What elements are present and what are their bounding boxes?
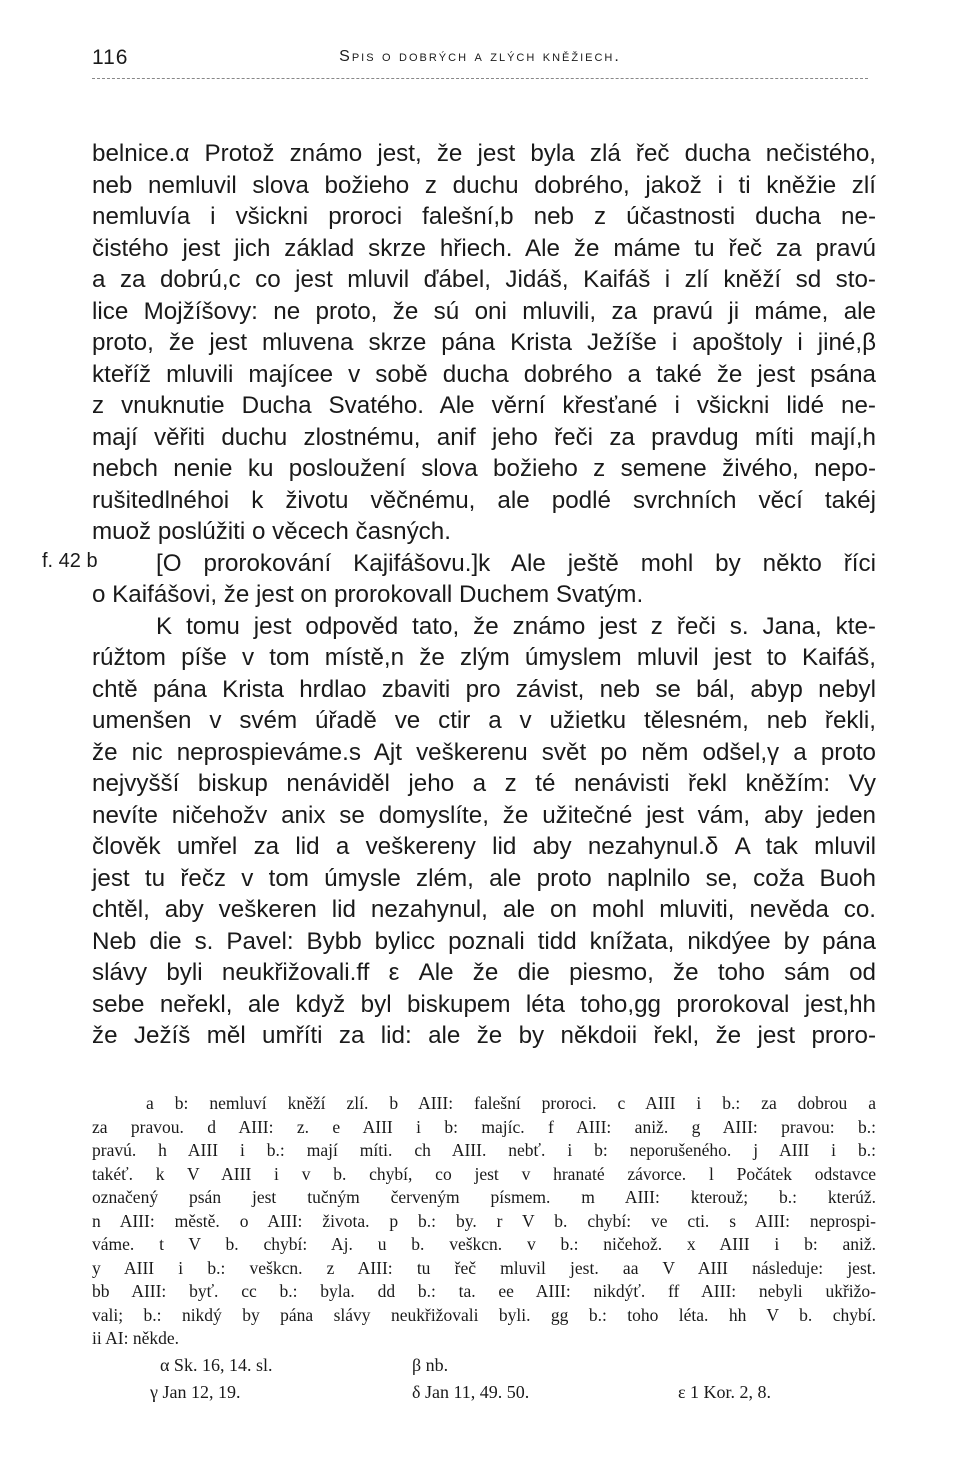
text-line: belnice.α Protož známo jest, že jest byla zlá řeč ducha nečistého,: [92, 140, 876, 167]
text-line: z vnuknutie Ducha Svatého. Ale věrní křesťané i všickni lidé ne-: [92, 392, 876, 419]
text-line: chtěl, aby veškeren lid nezahynul, ale on mohl mluviti, nevěda co.: [92, 896, 876, 923]
footnote-line: označený psán jest tučným červeným písmem. m AIII: kterouž; b.: kterúž.: [92, 1187, 876, 1207]
page-number: 116: [92, 46, 129, 69]
footnote-line: ii AI: někde.: [92, 1328, 179, 1348]
text-line: nebch nenie ku posloužení slova božieho z semene živého, nepo-: [92, 455, 876, 482]
footnote-line: a b: nemluví kněží zlí. b AIII: falešní proroci. c AIII i b.: za dobrou a: [146, 1093, 876, 1113]
footnote-line: takéť. k V AIII i v b. chybí, co jest v hranaté závorce. l Počátek odstavce: [92, 1163, 876, 1184]
footnote-line: vali; b.: nikdý by pána slávy neukřižovali byli. gg b.: toho léta. hh V b. chybí.: [92, 1304, 876, 1325]
text-line: že Ježíš měl umříti za lid: ale že by někdoii řekl, že jest proro-: [92, 1022, 876, 1049]
footnote-line: váme. t V b. chybí: Aj. u b. veškcn. v b.: ničehož. x AIII i b: aniž.: [92, 1234, 876, 1254]
text-line: proto, že jest mluvena skrze pána Krista Ježíše i apoštoly i jiné,β: [92, 329, 876, 356]
running-title: Spis o dobrých a zlých kněžiech.: [339, 48, 621, 65]
text-line: neb nemluvil slova božieho z duchu dobrého, jakož i ti kněžie zlí: [92, 171, 876, 199]
text-line: sebe neřekl, ale když byl biskupem léta toho,gg prorokoval jest,hh: [92, 990, 876, 1018]
text-line: čistého jest jich základ skrze hřiech. Ale že máme tu řeč za pravú: [92, 234, 876, 262]
reference-epsilon: ε 1 Kor. 2, 8.: [678, 1382, 772, 1402]
text-line: umenšen v svém úřadě ve ctir a v užietku tělesném, neb řekli,: [92, 707, 876, 734]
footnote-line: y AIII i b.: veškcn. z AIII: tu řeč mluvil jest. aa V AIII následuje: jest.: [92, 1257, 876, 1278]
footnote-line: pravú. h AIII i b.: mají míti. ch AIII. nebť. i b: neporušeného. j AIII i b.:: [92, 1140, 876, 1160]
text-line: člověk umřel za lid a veškereny lid aby nezahynul.δ A tak mluvil: [92, 833, 876, 860]
text-line-section-heading: [O prorokování Kajifášovu.]k Ale ještě mohl by někto říci: [156, 549, 876, 577]
text-line: muož poslúžiti o věcech časných.: [92, 518, 451, 545]
reference-delta: δ Jan 11, 49. 50.: [412, 1382, 530, 1402]
page-header: [92, 46, 868, 76]
text-line: že nic neprospieváme.s Ajt veškerenu svět po něm odšel,γ a proto: [92, 738, 876, 766]
main-text: [92, 138, 876, 1052]
reference-beta: β nb.: [412, 1355, 449, 1375]
footnote-line: n AIII: městě. o AIII: života. p b.: by. r V b. chybí: ve cti. s AIII: neprospi-: [92, 1210, 876, 1231]
text-line: mají věřiti duchu zlostnému, anif jeho řeči za pravdug míti mají,h: [92, 423, 876, 451]
text-line: nejvyšší biskup nenáviděl jeho a z té nenávisti řekl kněžím: Vy: [92, 770, 876, 797]
text-line: a za dobrú,c co jest mluvil ďábel, Jidáš, Kaifáš i zlí kněží sd sto-: [92, 266, 876, 293]
text-line: chtě pána Krista hrdlao zbaviti pro závist, neb se bál, abyp nebyl: [92, 675, 876, 703]
text-line: nevíte ničehožv anix se domyslíte, že užitečné jest vám, aby jeden: [92, 801, 876, 829]
text-line: rušitedlnéhoi k životu věčnému, ale podlé svrchních věcí takéj: [92, 486, 876, 514]
header-divider: [92, 78, 868, 79]
text-line: Neb die s. Pavel: Bybb bylicc poznali tidd knížata, nikdýee by pána: [92, 927, 876, 955]
footnotes: [92, 1092, 876, 1351]
reference-alpha: α Sk. 16, 14. sl.: [160, 1355, 273, 1375]
text-line: rúžtom píše v tom místě,n že zlým úmyslem mluvil jest to Kaifáš,: [92, 644, 876, 671]
text-line: slávy byli neukřižovali.ff ε Ale že die piesmo, že toho sám od: [92, 959, 876, 986]
reference-gamma: γ Jan 12, 19.: [150, 1382, 241, 1402]
text-line: kteříž mluvili majícee v sobě ducha dobrého a také že jest psána: [92, 360, 876, 388]
text-line: K tomu jest odpověd tato, že známo jest z řeči s. Jana, kte-: [156, 612, 876, 640]
footnote-line: za pravou. d AIII: z. e AIII i b: majíc. f AIII: aniž. g AIII: pravou: b.:: [92, 1116, 876, 1137]
text-line: o Kaifášovi, že jest on prorokovall Duchem Svatým.: [92, 581, 644, 608]
text-line: jest tu řečz v tom úmysle zlém, ale proto naplnilo se, coža Buoh: [92, 864, 876, 892]
text-line: lice Mojžíšovy: ne proto, že sú oni mluvili, za pravú ji máme, ale: [92, 297, 876, 325]
folio-margin-note: f. 42 b: [42, 550, 98, 572]
footnote-line: bb AIII: byť. cc b.: byla. dd b.: ta. ee AIII: nikdýť. ff AIII: nebyli ukřižo-: [92, 1281, 876, 1301]
text-line: nemluvía i všickni proroci falešní,b neb z účastnosti ducha ne-: [92, 203, 876, 230]
